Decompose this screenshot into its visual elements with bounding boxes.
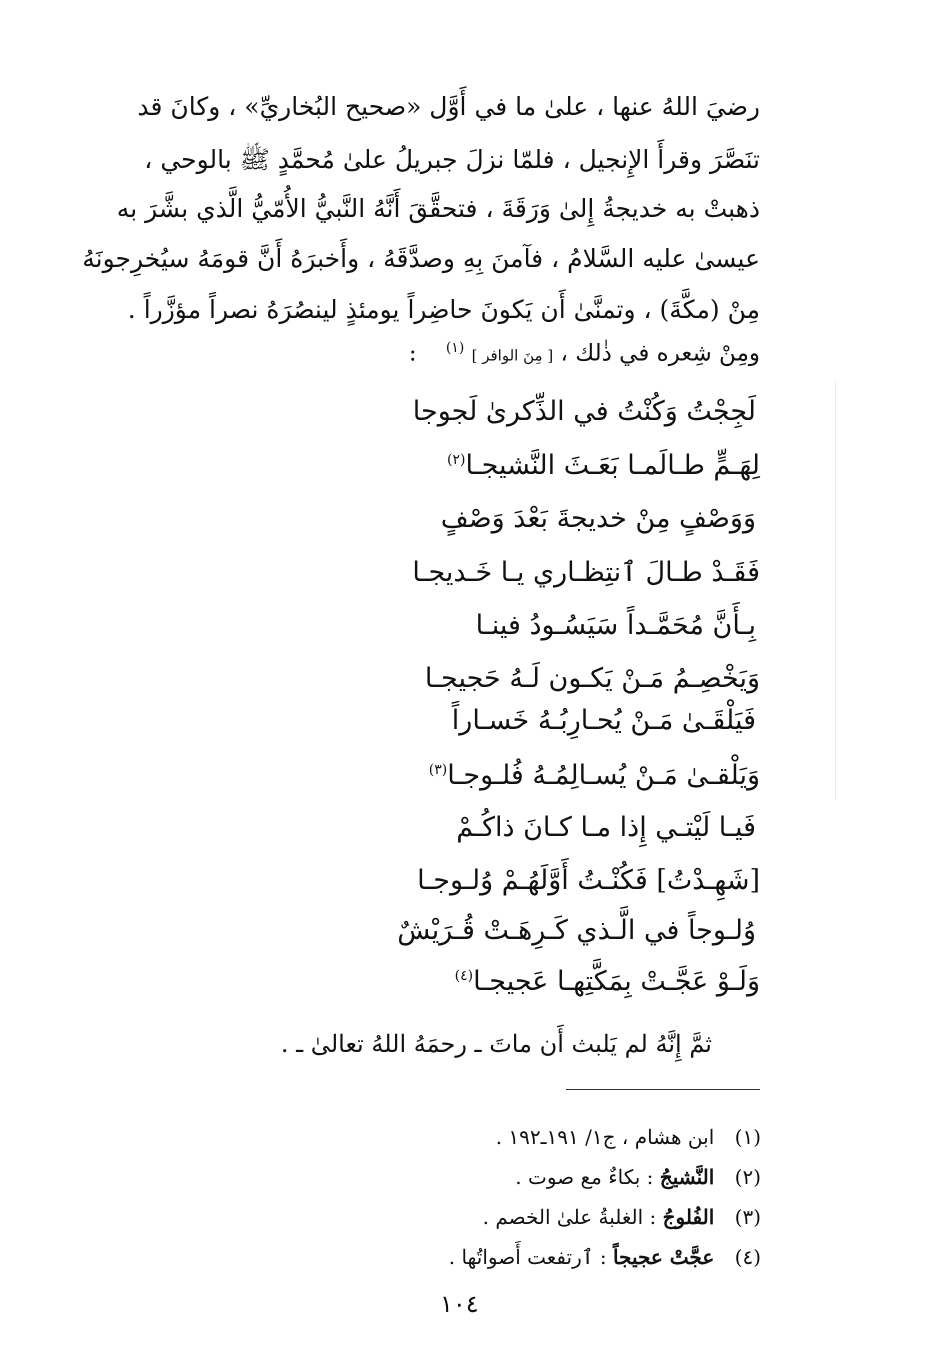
prose-line: ذهبتْ به خديجةُ إِلىٰ وَرَقَةَ ، فتحقَّقَ أَنَّهُ النَّبيُّ الأُمّيُّ الَّذي بشَّرَ به xyxy=(116,194,760,223)
footnote-term: الفُلوجُ xyxy=(662,1205,715,1229)
poem-verse xyxy=(425,663,760,694)
footnote-separator xyxy=(566,1089,760,1090)
poem-meter: [ مِنَ الوافر ] xyxy=(471,346,554,365)
footnote-ref: (١) xyxy=(445,340,465,356)
poem-verse xyxy=(417,865,760,896)
footnote-text: : ٱرتفعت أَصواتُها . xyxy=(448,1245,607,1269)
poem-verse xyxy=(476,610,756,641)
verse-text: فَقَـدْ طـالَ ٱنتِظـاري يـا خَـديجـا xyxy=(412,557,760,588)
verse-text: وَيَخْصِـمُ مَـنْ يَكـون لَـهُ حَجيجـا xyxy=(424,663,760,694)
closing-sentence: ثمَّ إِنَّهُ لم يَلبث أَن ماتَ ـ رحمَهُ اللهُ تعالىٰ ـ . xyxy=(280,1030,712,1058)
footnote xyxy=(449,1245,761,1269)
footnote-number: (٢) xyxy=(734,1165,761,1189)
verse-text: وَوَصْفٍ مِنْ خديجةَ بَعْدَ وَصْفٍ xyxy=(440,503,756,534)
prose-line: تنَصَّرَ وقرأَ الإِنجيل ، فلمّا نزلَ جبريلُ علىٰ مُحمَّدٍ ﷺ بالوحي ، xyxy=(144,145,760,174)
poem-intro-colon: : xyxy=(408,340,417,367)
footnote-term: عجَّتْ عجيجاً xyxy=(612,1245,715,1269)
poem-verse xyxy=(452,705,756,736)
poem-verse xyxy=(455,966,760,997)
footnote-ref: (٢) xyxy=(446,452,466,468)
poem-verse xyxy=(447,450,760,481)
verse-text: فَيَلْقَـىٰ مَـنْ يُحـارِبُـهُ خَسـاراً xyxy=(451,705,756,736)
scan-margin-shadow xyxy=(835,380,836,800)
verse-text: وُلـوجاً في الَّـذي كَـرِهَـتْ قُـرَيْشٌ xyxy=(397,915,756,946)
footnote-text: ابن هشام ، ج١/ ١٩١ـ١٩٢ . xyxy=(495,1125,715,1149)
footnote xyxy=(515,1165,761,1189)
prose-line: مِنْ (مكَّةَ) ، وتمنَّىٰ أَن يَكونَ حاضِراً يومئذٍ لينصُرَهُ نصراً مؤزَّراً . xyxy=(127,295,760,324)
prose-line: رضيَ اللهُ عنها ، علىٰ ما في أَوَّل «صحيح البُخاريِّ» ، وكانَ قد xyxy=(137,92,760,121)
poem-verse xyxy=(429,760,760,791)
verse-text: بِـأَنَّ مُحَمَّـداً سَيَسُـودُ فينـا xyxy=(475,610,756,641)
poem-verse xyxy=(413,396,756,427)
footnote-number: (٣) xyxy=(734,1205,761,1229)
footnote-number: (٤) xyxy=(734,1245,761,1269)
verse-text: [شَهِـدْتُ] فَكُنْـتُ أَوَّلَهُـمْ وُلـوجـا xyxy=(417,865,760,896)
poem-verse xyxy=(412,557,760,588)
verse-text: وَلَـوْ عَجَّـتْ بِمَكَّتِهـا عَجيجـا xyxy=(473,966,760,997)
poem-verse xyxy=(397,915,756,946)
poem-verse xyxy=(456,812,756,843)
footnote-ref: (٤) xyxy=(454,968,474,984)
verse-text: فَيـا لَيْتـي إِذا مـا كـانَ ذاكُـمْ xyxy=(456,812,756,843)
poem-intro xyxy=(409,340,760,367)
footnote-ref: (٣) xyxy=(428,762,448,778)
footnote-number: (١) xyxy=(734,1125,761,1149)
poem-intro-text: ومِنْ شِعره في ذٰلك ، xyxy=(560,340,760,367)
page-number: ١٠٤ xyxy=(440,1290,479,1318)
footnote xyxy=(483,1205,761,1229)
poem-verse xyxy=(441,503,756,534)
footnote xyxy=(496,1125,761,1149)
verse-text: لِهَـمٍّ طـالَمـا بَعَـثَ النَّشيجـا xyxy=(465,450,760,481)
footnote-term: النَّشيجُ xyxy=(659,1165,715,1189)
footnote-text: : الغلبةُ علىٰ الخصم . xyxy=(482,1205,657,1229)
verse-text: لَجِجْتُ وَكُنْتُ في الذِّكرىٰ لَجوجا xyxy=(412,396,756,427)
verse-text: وَيَلْقـىٰ مَـنْ يُسـالِمُـهُ فُلـوجـا xyxy=(447,760,760,791)
footnote-text: : بكاءٌ مع صوت . xyxy=(515,1165,654,1189)
prose-line: عيسىٰ عليه السَّلامُ ، فآمنَ بِهِ وصدَّقَهُ ، وأَخبرَهُ أَنَّ قومَهُ سيُخرِجونَهُ xyxy=(82,244,760,273)
